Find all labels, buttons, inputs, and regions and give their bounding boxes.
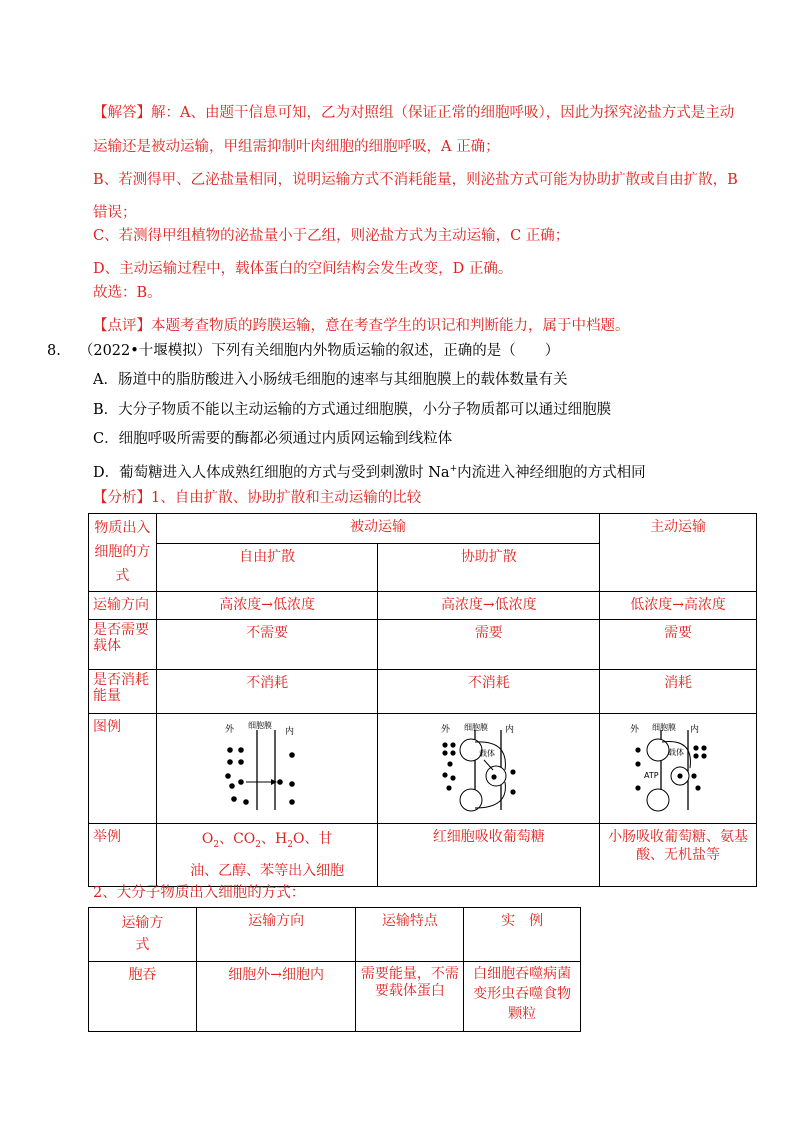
row-label-energy: 是否消耗能量: [89, 670, 157, 714]
example-facilitated: 红细胞吸收葡萄糖: [378, 824, 600, 887]
energy-active: 消耗: [600, 670, 757, 714]
label-outside: 外: [225, 725, 235, 735]
t2-endocytosis: 胞吞: [89, 962, 197, 1032]
macromolecule-transport-table: [88, 907, 581, 1032]
header-free-diffusion: 自由扩散: [156, 544, 378, 592]
label-inside: 内: [504, 725, 514, 735]
row-label-figure: 图例: [89, 714, 157, 824]
option-d: D．葡萄糖进入人体成熟红细胞的方式与受到刺激时 Na+内流进入神经细胞的方式相同: [93, 464, 646, 481]
carrier-facilitated: 需要: [378, 620, 600, 670]
label-membrane: 细胞膜: [652, 723, 677, 732]
label-inside: 内: [690, 725, 700, 735]
energy-free: 不消耗: [156, 670, 378, 714]
analysis-title-2: 2、大分子物质出入细胞的方式：: [93, 885, 306, 901]
figure-free-diffusion: [156, 714, 378, 824]
answer-line-3: B、若测得甲、乙泌盐量相同，说明运输方式不消耗能量，则泌盐方式可能为协助扩散或自由扩散，B: [93, 172, 738, 188]
header-active: 主动运输: [600, 514, 757, 592]
label-outside: 外: [440, 725, 450, 735]
header-facilitated-diffusion: 协助扩散: [378, 544, 600, 592]
answer-line-1: 【解答】解：A、由题干信息可知，乙为对照组（保证正常的细胞呼吸），因此为探究泌盐方式是主动: [93, 105, 735, 121]
example-free: $O_2$、$CO_2$、$H_2O$、甘 油、乙醇、苯等出入细胞: [156, 824, 378, 887]
active-transport-diagram: [628, 720, 728, 812]
figure-facilitated-diffusion: [378, 714, 600, 824]
figure-active-transport: [600, 714, 757, 824]
label-membrane: 细胞膜: [248, 721, 273, 730]
direction-facilitated: 高浓度→低浓度: [378, 592, 600, 620]
t2-endocytosis-example: 白细胞吞噬病菌变形虫吞噬食物颗粒: [464, 962, 581, 1032]
label-outside: 外: [630, 725, 640, 735]
example-active: 小肠吸收葡萄糖、氨基酸、无机盐等: [600, 824, 757, 887]
free-diffusion-diagram: [222, 720, 312, 812]
answer-line-4: 错误；: [93, 205, 137, 221]
answer-line-5: C、若测得甲组植物的泌盐量小于乙组，则泌盐方式为主动运输，C 正确；: [93, 228, 570, 244]
label-inside: 内: [285, 727, 295, 737]
t2-endocytosis-direction: 细胞外→细胞内: [196, 962, 356, 1032]
transport-comparison-table: [88, 513, 757, 887]
direction-free: 高浓度→低浓度: [156, 592, 378, 620]
option-c: C．细胞呼吸所需要的酶都必须通过内质网运输到线粒体: [93, 431, 453, 447]
row-label-carrier: 是否需要载体: [89, 620, 157, 670]
t2-header-direction: 运输方向: [196, 908, 356, 962]
analysis-title-1: 【分析】1、自由扩散、协助扩散和主动运输的比较: [93, 490, 422, 506]
carrier-active: 需要: [600, 620, 757, 670]
direction-active: 低浓度→高浓度: [600, 592, 757, 620]
facilitated-diffusion-diagram: [439, 720, 539, 812]
label-carrier: 载体: [668, 748, 685, 757]
header-passive: 被动运输: [156, 514, 599, 544]
label-atp: ATP: [644, 771, 659, 780]
energy-facilitated: 不消耗: [378, 670, 600, 714]
t2-header-example: 实 例: [464, 908, 581, 962]
t2-header-feature: 运输特点: [356, 908, 464, 962]
answer-line-6: D、主动运输过程中，载体蛋白的空间结构会发生改变，D 正确。: [93, 261, 513, 277]
comment-line: 【点评】本题考查物质的跨膜运输，意在考查学生的识记和判断能力，属于中档题。: [93, 318, 630, 334]
header-mode: 物质出入细胞的方式: [89, 514, 157, 592]
answer-line-2: 运输还是被动运输，甲组需抑制叶肉细胞的细胞呼吸，A 正确；: [93, 139, 500, 155]
question-stem: 8. （2022•十堰模拟）下列有关细胞内外物质运输的叙述，正确的是（ ）: [47, 343, 560, 359]
t2-endocytosis-feature: 需要能量，不需要载体蛋白: [356, 962, 464, 1032]
row-label-direction: 运输方向: [89, 592, 157, 620]
t2-header-mode: 运输方式: [89, 908, 197, 962]
answer-line-7: 故选：B。: [93, 285, 162, 301]
label-carrier: 载体: [478, 749, 495, 758]
label-membrane: 细胞膜: [463, 723, 488, 732]
option-b: B．大分子物质不能以主动运输的方式通过细胞膜，小分子物质都可以通过细胞膜: [93, 402, 612, 418]
carrier-free: 不需要: [156, 620, 378, 670]
option-a: A．肠道中的脂肪酸进入小肠绒毛细胞的速率与其细胞膜上的载体数量有关: [93, 372, 568, 388]
row-label-example: 举例: [89, 824, 157, 887]
